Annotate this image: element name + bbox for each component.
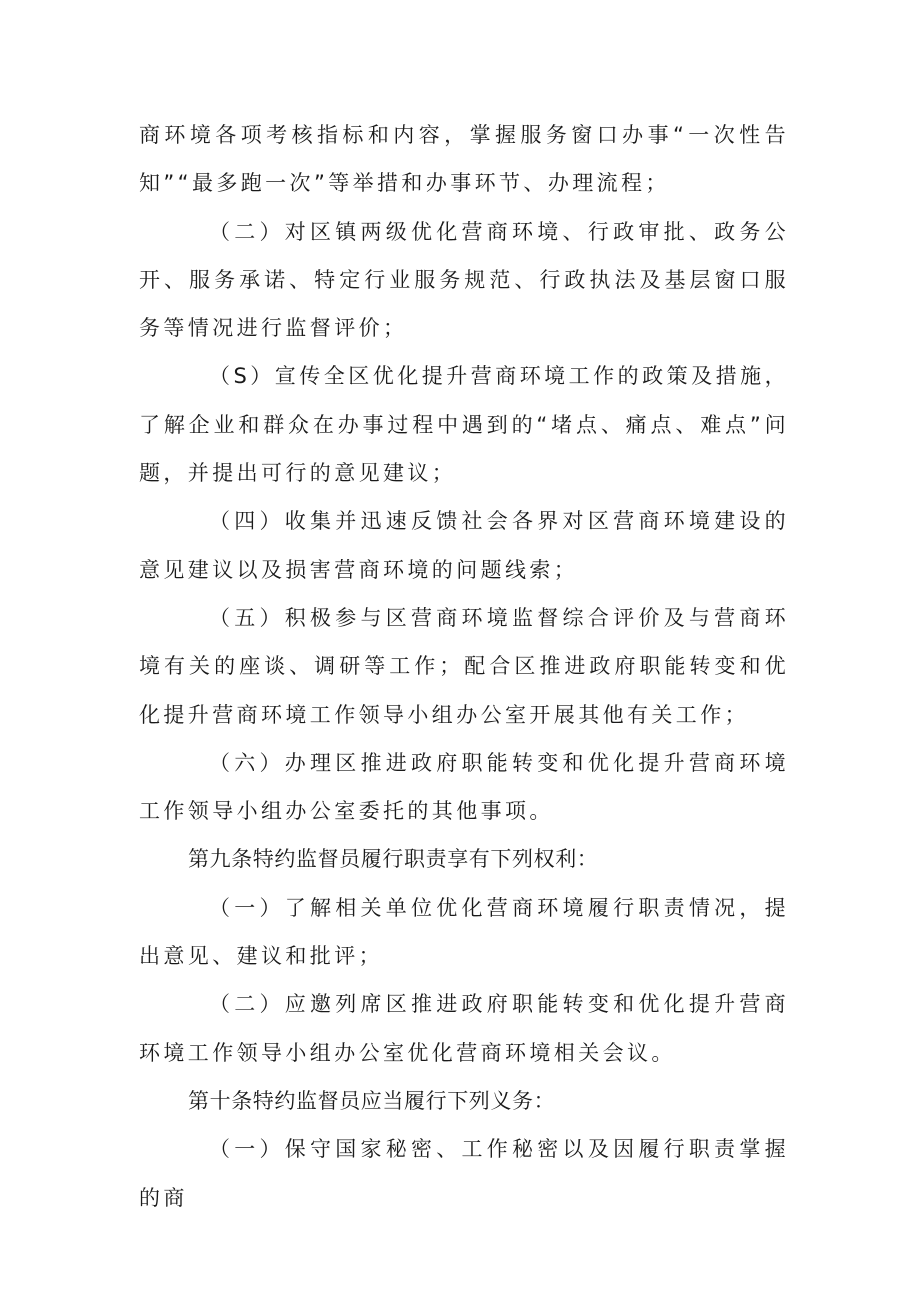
paragraph-duties-1: （一）保守国家秘密、工作秘密以及因履行职责掌握的商 [139,1137,789,1210]
paragraph-item-4: （四）收集并迅速反馈社会各界对区营商环境建设的意见建议以及损害营商环境的问题线索； [139,509,789,582]
paragraph-rights-2: （二）应邀列席区推进政府职能转变和优化提升营商环境工作领导小组办公室优化营商环境相关会议。 [139,992,789,1065]
article-9-heading: 第九条特约监督员履行职责享有下列权利： [188,847,599,872]
paragraph-rights-1: （一）了解相关单位优化营商环境履行职责情况，提出意见、建议和批评； [139,895,789,969]
document-body [139,111,789,1222]
article-10-heading: 第十条特约监督员应当履行下列义务： [188,1088,556,1113]
paragraph-continuation: 商环境各项考核指标和内容，掌握服务窗口办事“一次性告知”“最多跑一次”等举措和办事环节、办理流程； [139,123,789,196]
paragraph-item-2: （二）对区镇两级优化营商环境、行政审批、政务公开、服务承诺、特定行业服务规范、行政执法及基层窗口服务等情况进行监督评价； [139,219,789,341]
paragraph-item-6: （六）办理区推进政府职能转变和优化提升营商环境工作领导小组办公室委托的其他事项。 [139,750,789,824]
paragraph-item-3: （S）宣传全区优化提升营商环境工作的政策及措施，了解企业和群众在办事过程中遇到的“堵点、痛点、难点”问题，并提出可行的意见建议； [139,364,789,486]
paragraph-item-5: （五）积极参与区营商环境监督综合评价及与营商环境有关的座谈、调研等工作；配合区推进政府职能转变和优化提升营商环境工作领导小组办公室开展其他有关工作； [139,605,789,727]
